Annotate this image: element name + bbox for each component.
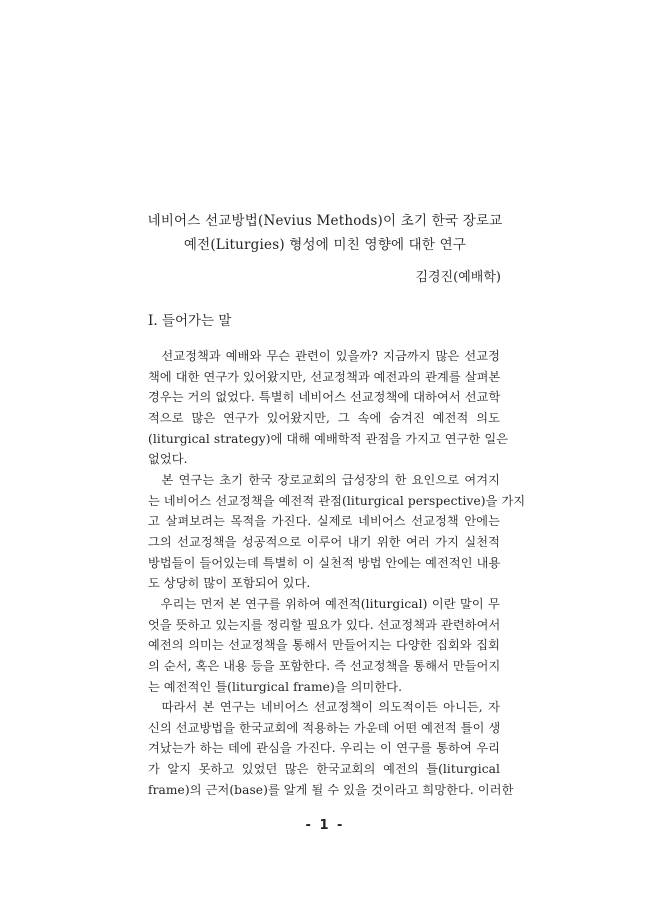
body-line: 선교정책과 예배와 무슨 관련이 있을까? 지금까지 많은 선교정 bbox=[148, 349, 500, 363]
body-line: 본 연구는 초기 한국 장로교회의 급성장의 한 요인으로 여겨지 bbox=[148, 472, 500, 487]
body-line: 방법들이 들어있는데 특별히 이 실천적 방법 안에는 예전적인 내용 bbox=[148, 555, 501, 570]
author: 김경진(예배학) bbox=[415, 270, 501, 285]
body-line: 따라서 본 연구는 네비어스 선교정책이 의도적이든 아니든, 자 bbox=[148, 700, 500, 715]
body-line: 의 순서, 혹은 내용 등을 포함한다. 즉 선교정책을 통해서 만들어지 bbox=[148, 658, 501, 673]
title-line-1: 네비어스 선교방법(Nevius Methods)이 초기 한국 장로교 bbox=[147, 213, 503, 229]
body-line: 엇을 뜻하고 있는지를 정리할 필요가 있다. 선교정책과 관련하여서 bbox=[148, 617, 501, 632]
body-line: 책에 대한 연구가 있어왔지만, 선교정책과 예전과의 관계를 살펴본 bbox=[148, 369, 501, 384]
body-line: 도 상당히 많이 포함되어 있다. bbox=[148, 576, 311, 591]
body-line: 고 살펴보려는 목적을 가진다. 실제로 네비어스 선교정책 안에는 bbox=[148, 514, 500, 529]
body-line: 겨났는가 하는 데에 관심을 가진다. 우리는 이 연구를 통하여 우리 bbox=[148, 741, 500, 756]
body-line: 없었다. bbox=[148, 452, 188, 467]
body-line: 적으로 많은 연구가 있어왔지만, 그 속에 숨겨진 예전적 의도 bbox=[148, 410, 500, 425]
body-line: 경우는 거의 없었다. 특별히 네비어스 선교정책에 대하여서 선교학 bbox=[148, 390, 501, 405]
body-line: frame)의 근저(base)를 알게 될 수 있을 것이라고 희망한다. 이러한 bbox=[148, 782, 514, 797]
body-line: 는 예전적인 틀(liturgical frame)을 의미한다. bbox=[148, 679, 403, 694]
body-line: 는 네비어스 선교정책을 예전적 관점(liturgical perspective)을 가지 bbox=[148, 493, 526, 508]
body-line: 예전의 의미는 선교정책을 통해서 만들어지는 다양한 집회와 집회 bbox=[148, 638, 500, 653]
page-number: - 1 - bbox=[305, 818, 345, 833]
body-line: 그의 선교정책을 성공적으로 이루어 내기 위한 여러 가지 실천적 bbox=[148, 534, 500, 549]
body-line: 우리는 먼저 본 연구를 위하여 예전적(liturgical) 이란 말이 무 bbox=[148, 596, 500, 611]
body-line: 신의 선교방법을 한국교회에 적용하는 가운데 어떤 예전적 틀이 생 bbox=[148, 720, 501, 735]
body-line: 가 알지 못하고 있었던 많은 한국교회의 예전의 틀(liturgical bbox=[148, 762, 500, 777]
body-text bbox=[148, 346, 526, 800]
section-heading: I. 들어가는 말 bbox=[148, 313, 232, 329]
body-line: (liturgical strategy)에 대해 예배학적 관점을 가지고 연구한 일은 bbox=[148, 431, 509, 446]
title-line-2: 예전(Liturgies) 형성에 미친 영향에 대한 연구 bbox=[183, 237, 467, 253]
